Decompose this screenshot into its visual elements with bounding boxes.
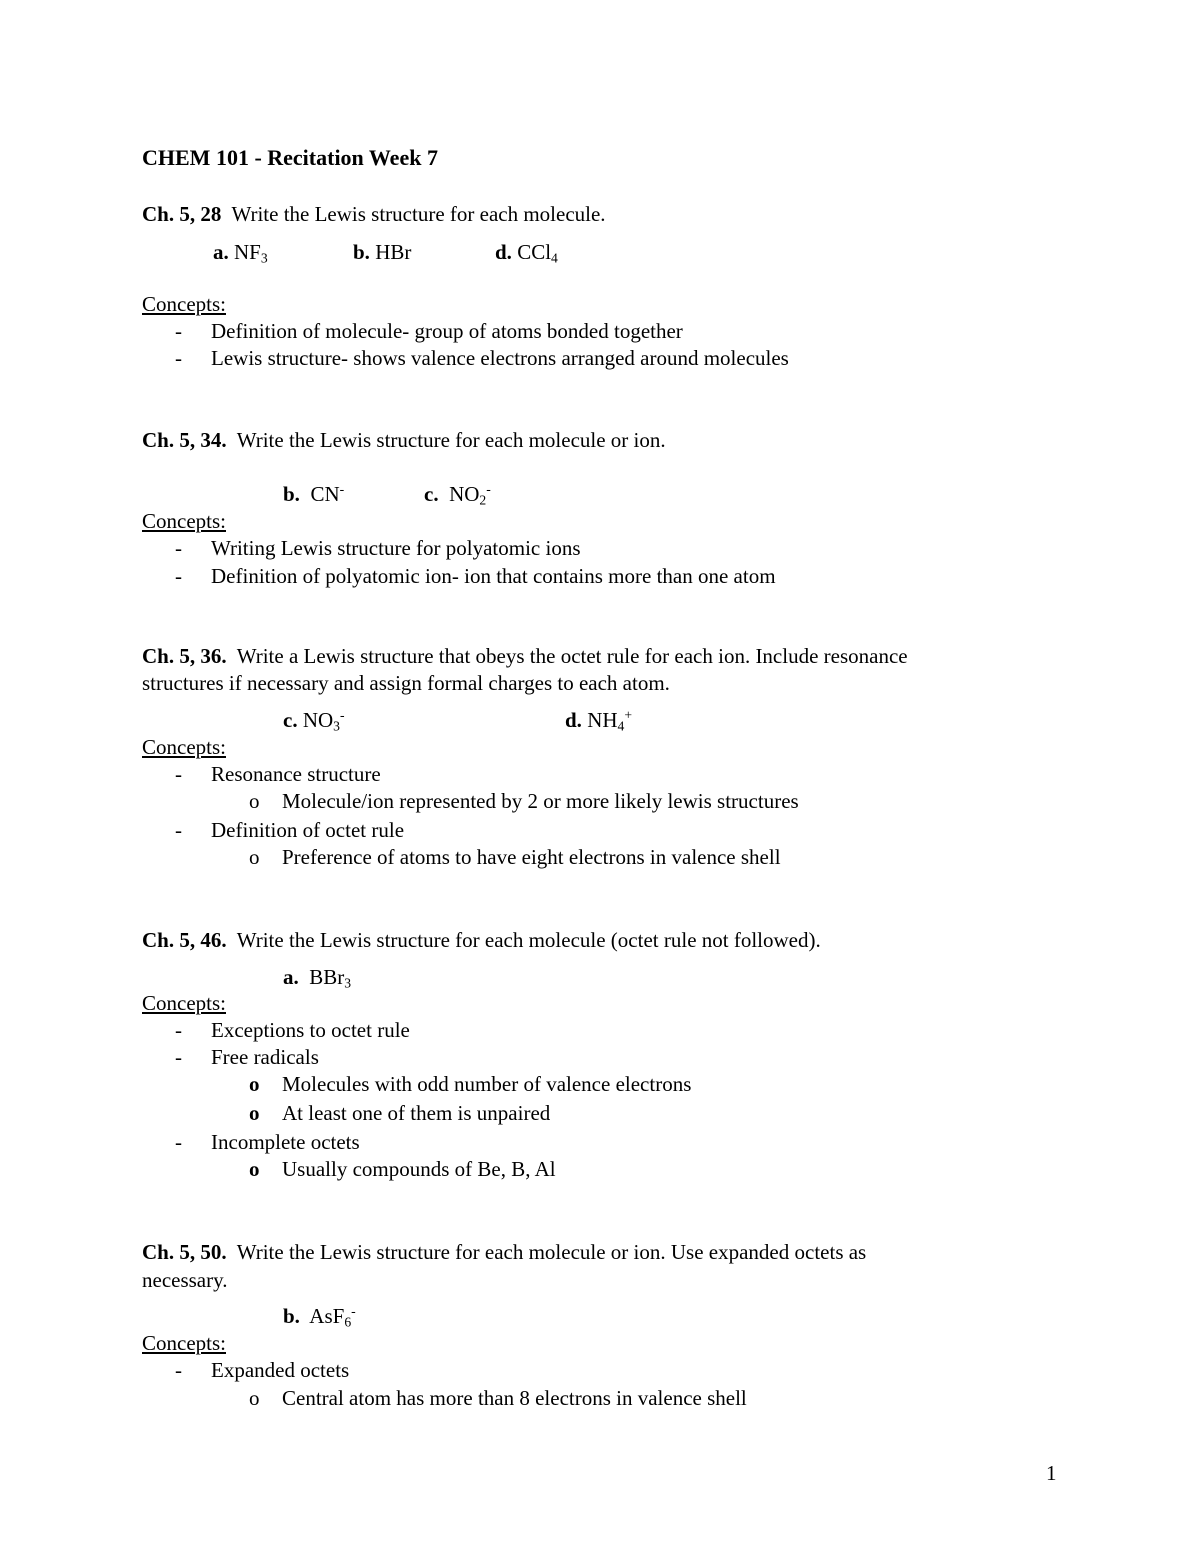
problem-prompt: Write the Lewis structure for each molecule or ion.: [236, 428, 666, 452]
formula-subscript: 3: [344, 975, 352, 991]
problem-ref: Ch. 5, 46.: [142, 928, 227, 952]
dash-bullet: -: [175, 536, 182, 560]
formula-superscript: -: [339, 481, 345, 497]
problem-item: [353, 242, 411, 263]
problem-ref: Ch. 5, 28: [142, 202, 222, 226]
problem-heading: [142, 204, 606, 225]
formula-base: NF: [234, 240, 261, 264]
formula-base: HBr: [375, 240, 412, 264]
formula-subscript: 6: [344, 1314, 352, 1330]
concepts-label: Concepts:: [142, 292, 226, 316]
problem-item: [424, 481, 491, 508]
formula-base: CCl: [517, 240, 552, 264]
concept-text: Resonance structure: [211, 762, 381, 786]
problem-heading: [142, 1242, 866, 1263]
formula-base: NO: [449, 482, 480, 506]
circle-bullet: o: [249, 1101, 260, 1125]
problem-item: [213, 240, 268, 266]
formula-superscript: +: [624, 707, 633, 723]
item-letter: a.: [213, 240, 229, 264]
item-letter: b.: [283, 482, 300, 506]
dash-bullet: -: [175, 762, 182, 786]
circle-bullet: o: [249, 789, 260, 813]
concept-text: Writing Lewis structure for polyatomic ions: [211, 536, 581, 560]
concept-text: Molecules with odd number of valence electrons: [282, 1072, 692, 1096]
concept-text: Incomplete octets: [211, 1130, 360, 1154]
concept-text: Exceptions to octet rule: [211, 1018, 410, 1042]
formula-superscript: -: [340, 707, 345, 723]
formula-superscript: -: [486, 481, 491, 497]
dash-bullet: -: [175, 346, 182, 370]
concept-text: Definition of molecule- group of atoms bonded together: [211, 319, 683, 343]
formula-base: AsF: [309, 1304, 345, 1328]
concepts-label: Concepts:: [142, 991, 226, 1015]
formula-subscript: 2: [479, 492, 487, 508]
formula-superscript: -: [351, 1303, 356, 1319]
item-letter: c.: [283, 708, 298, 732]
concepts-label: Concepts:: [142, 735, 226, 759]
item-letter: b.: [283, 1304, 300, 1328]
problem-item: [283, 1303, 356, 1330]
concept-text: Definition of polyatomic ion- ion that contains more than one atom: [211, 564, 776, 588]
problem-prompt: Write the Lewis structure for each molecule (octet rule not followed).: [236, 928, 821, 952]
problem-prompt-continued: structures if necessary and assign formal charges to each atom.: [142, 671, 670, 695]
concept-text: Central atom has more than 8 electrons in valence shell: [282, 1386, 747, 1410]
circle-bullet: o: [249, 845, 260, 869]
dash-bullet: -: [175, 564, 182, 588]
problem-ref: Ch. 5, 36.: [142, 644, 227, 668]
dash-bullet: -: [175, 818, 182, 842]
formula-subscript: 3: [260, 250, 268, 266]
item-letter: a.: [283, 965, 299, 989]
problem-prompt: Write a Lewis structure that obeys the octet rule for each ion. Include resonance: [236, 644, 908, 668]
problem-item: [495, 240, 558, 266]
problem-prompt: Write the Lewis structure for each molecule or ion. Use expanded octets as: [236, 1240, 867, 1264]
item-letter: d.: [565, 708, 582, 732]
formula-base: BBr: [309, 965, 345, 989]
page-title: CHEM 101 - Recitation Week 7: [142, 145, 438, 170]
problem-prompt-continued: necessary.: [142, 1268, 228, 1292]
problem-item: [283, 965, 352, 991]
dash-bullet: -: [175, 319, 182, 343]
concept-text: Usually compounds of Be, B, Al: [282, 1157, 556, 1181]
problem-item: [565, 707, 633, 734]
formula-base: CN: [310, 482, 340, 506]
concepts-label: Concepts:: [142, 509, 226, 533]
concept-text: Molecule/ion represented by 2 or more likely lewis structures: [282, 789, 799, 813]
concept-text: Preference of atoms to have eight electrons in valence shell: [282, 845, 781, 869]
circle-bullet: o: [249, 1072, 260, 1096]
problem-item: [283, 707, 345, 734]
page-number: 1: [1046, 1461, 1057, 1485]
concept-text: Expanded octets: [211, 1358, 350, 1382]
concept-text: Definition of octet rule: [211, 818, 405, 842]
circle-bullet: o: [249, 1386, 260, 1410]
concepts-label: Concepts:: [142, 1331, 226, 1355]
problem-heading: [142, 646, 908, 667]
formula-subscript: 4: [617, 718, 625, 734]
formula-base: NH: [587, 708, 618, 732]
concept-text: Free radicals: [211, 1045, 319, 1069]
dash-bullet: -: [175, 1130, 182, 1154]
problem-prompt: Write the Lewis structure for each molecule.: [231, 202, 606, 226]
concept-text: At least one of them is unpaired: [282, 1101, 551, 1125]
formula-base: NO: [302, 708, 334, 732]
item-letter: c.: [424, 482, 439, 506]
problem-heading: [142, 430, 666, 451]
problem-ref: Ch. 5, 50.: [142, 1240, 227, 1264]
dash-bullet: -: [175, 1018, 182, 1042]
dash-bullet: -: [175, 1045, 182, 1069]
problem-heading: [142, 930, 821, 951]
concept-text: Lewis structure- shows valence electrons arranged around molecules: [211, 346, 789, 370]
problem-item: [283, 481, 345, 506]
circle-bullet: o: [249, 1157, 260, 1181]
item-letter: d.: [495, 240, 512, 264]
formula-subscript: 3: [333, 718, 340, 734]
problem-ref: Ch. 5, 34.: [142, 428, 227, 452]
item-letter: b.: [353, 240, 370, 264]
formula-subscript: 4: [551, 250, 558, 266]
dash-bullet: -: [175, 1358, 182, 1382]
